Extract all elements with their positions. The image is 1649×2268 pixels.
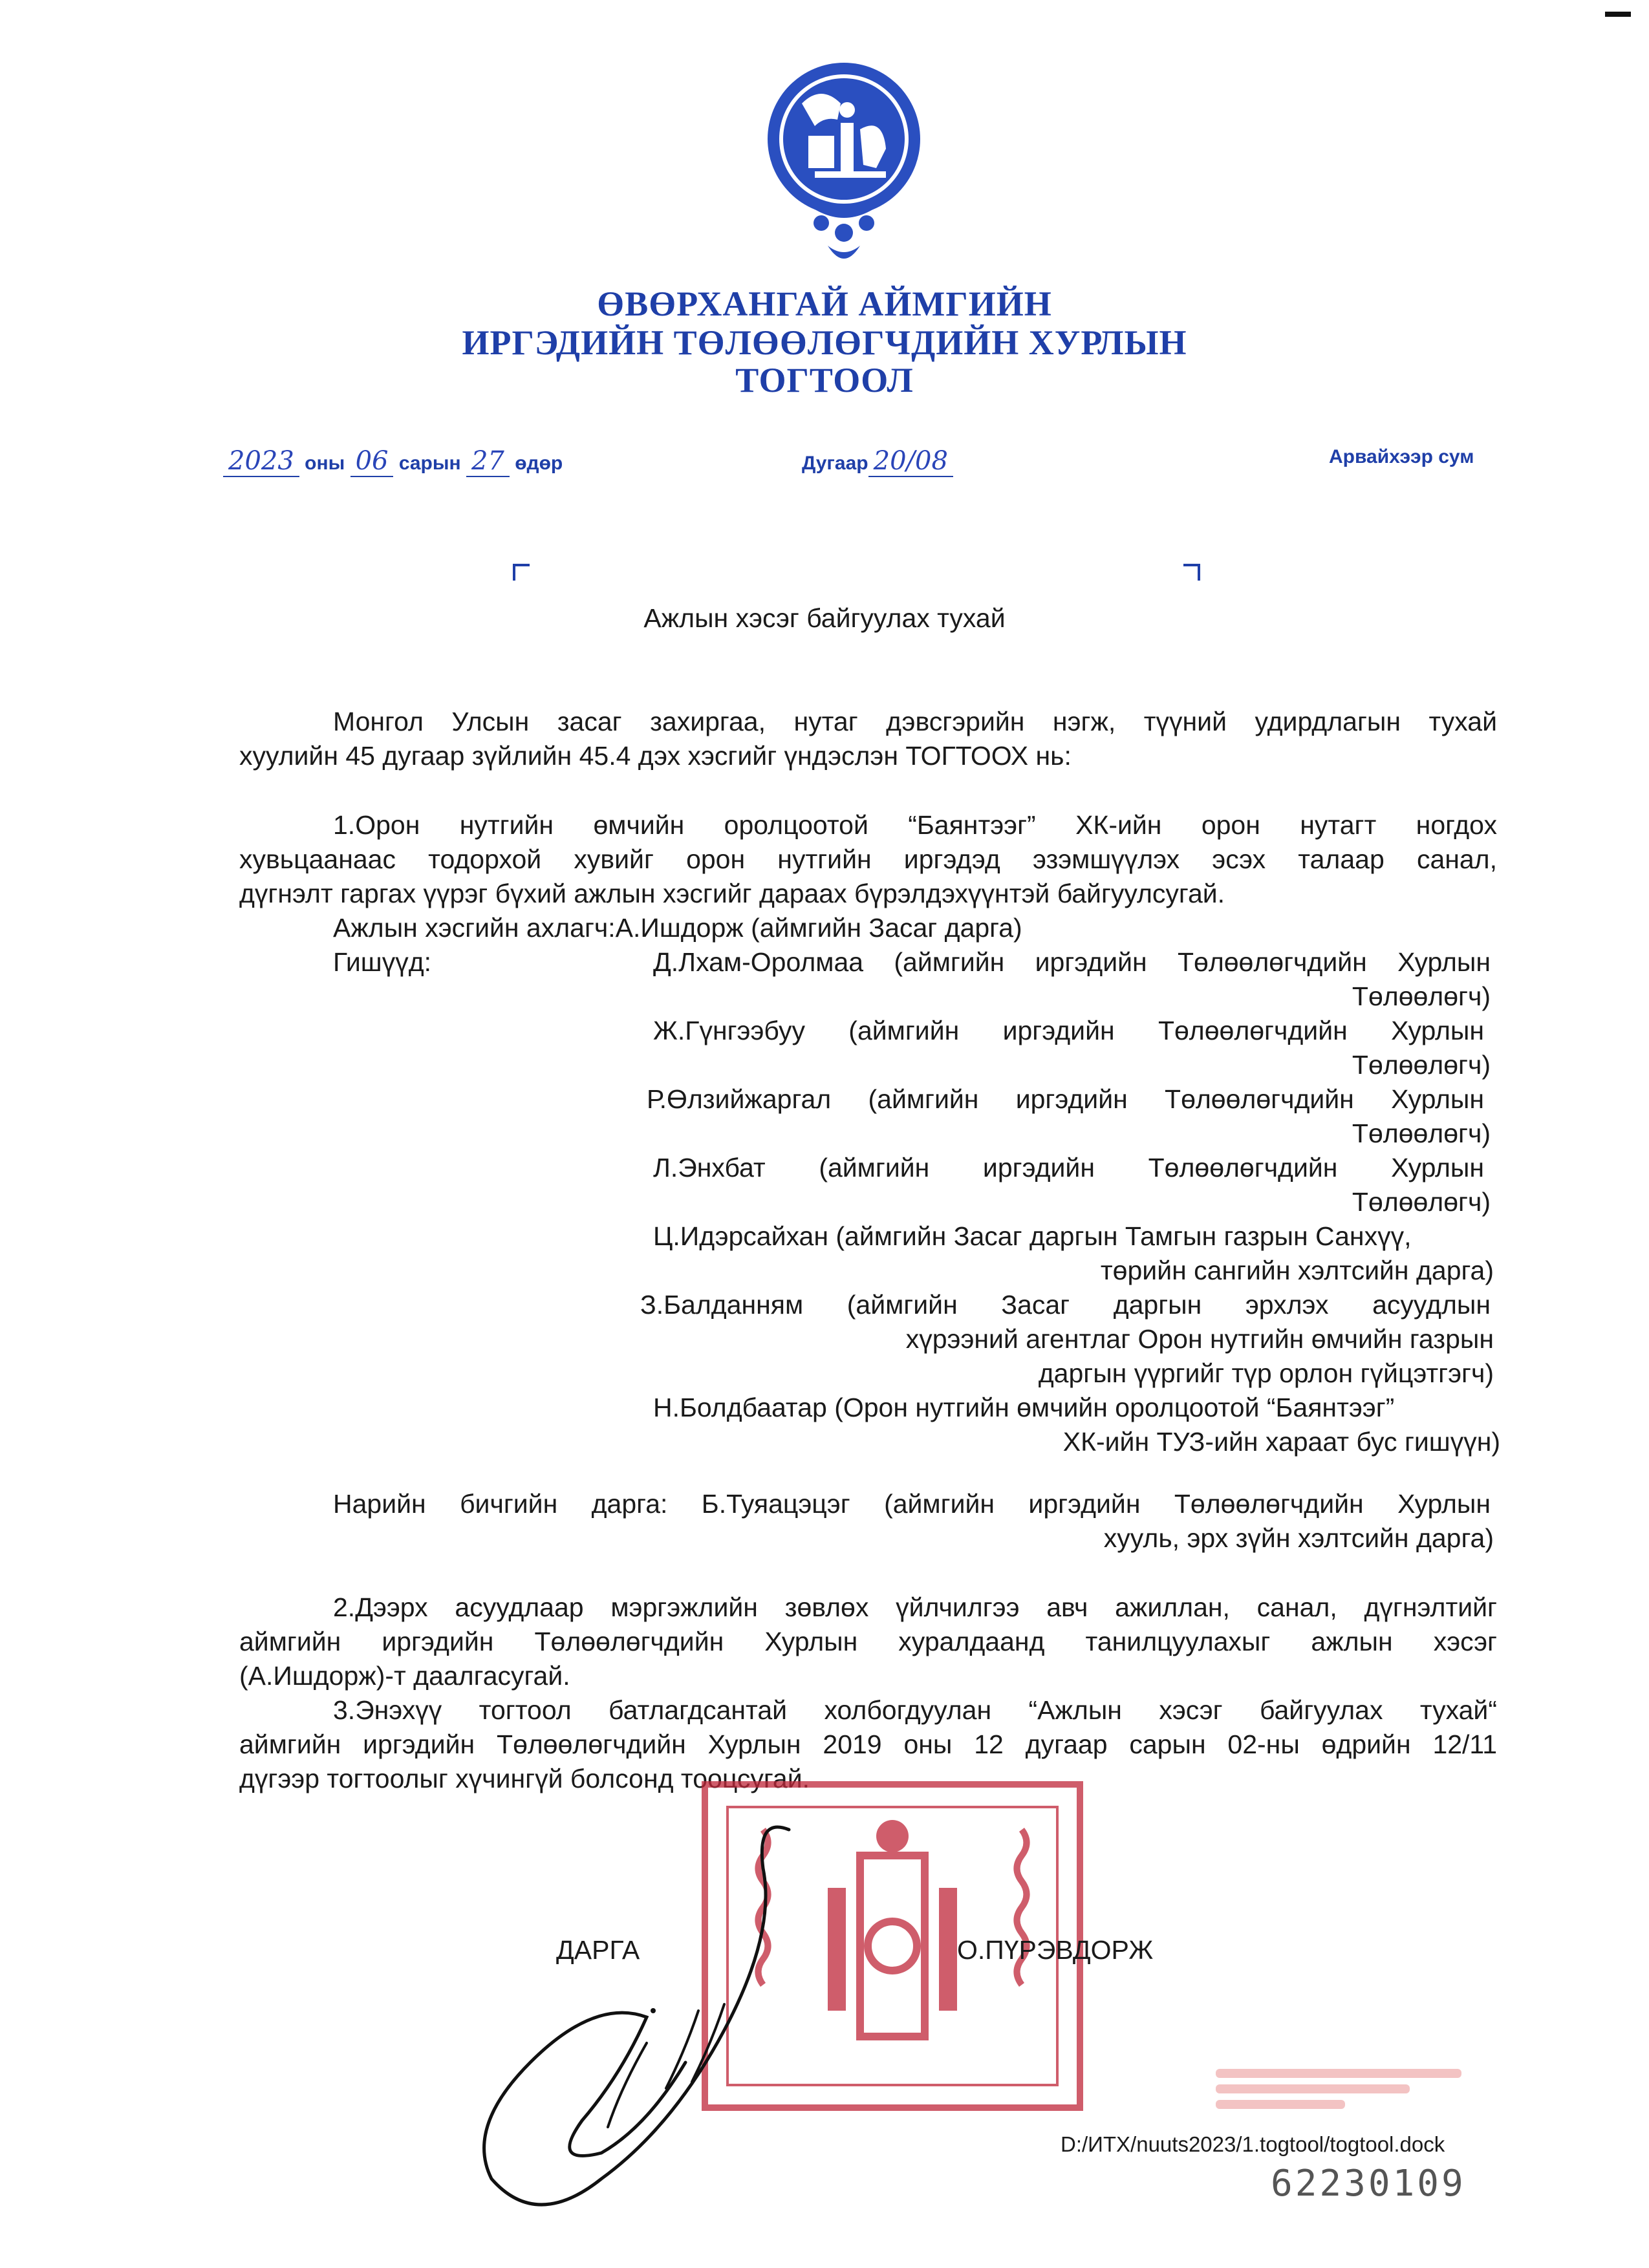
item1-line-1: 1.Орон нутгийн өмчийн оролцоотой “Баянтээг” ХК-ийн орон нутагт ногдох [333,810,1497,840]
date-month-suffix: сарын [398,453,461,474]
item3-line-2: аймгийн иргэдийн Төлөөлөгчдийн Хурлын 2019 оны 12 дугаар сарын 02-ны өдрийн 12/11 [239,1729,1497,1759]
document-number [802,446,953,477]
date-year: 2023 [223,446,299,477]
date-year-suffix: оны [305,453,345,474]
date-day: 27 [466,446,510,477]
header-line-3: ТОГТООЛ [735,361,914,400]
number-label: Дугаар [802,453,868,474]
member-1-line-2: Төлөөлөгч) [1352,981,1491,1011]
date-month: 06 [350,446,394,477]
member-3-line-1: Р.Өлзийжаргал (аймгийн иргэдийн Төлөөлөгчдийн Хурлын [647,1084,1484,1114]
secretary-line-1: Нарийн бичгийн дарга: Б.Туяацэцэг (аймгийн иргэдийн Төлөөлөгчдийн Хурлын [333,1489,1491,1519]
signature-title: ДАРГА [556,1935,640,1965]
preamble-line-1: Монгол Улсын засаг захиргаа, нутаг дэвсгэрийн нэгж, түүний удирдлагын тухай [333,707,1497,736]
date-field [223,446,563,477]
member-2-line-1: Ж.Гүнгээбуу (аймгийн иргэдийн Төлөөлөгчдийн Хурлын [653,1016,1484,1045]
member-4-line-1: Л.Энхбат (аймгийн иргэдийн Төлөөлөгчдийн Хурлын [653,1153,1484,1182]
item3-line-1: 3.Энэхүү тогтоол батлагдсантай холбогдуулан “Ажлын хэсэг байгуулах тухай“ [333,1695,1497,1725]
member-2-line-2: Төлөөлөгч) [1352,1050,1491,1080]
header-line-2: ИРГЭДИЙН ТӨЛӨӨЛӨГЧДИЙН ХУРЛЫН [462,323,1187,362]
title-bracket-right [1183,564,1200,581]
member-6-line-3: даргын үүргийг түр орлон гүйцэтгэгч) [1038,1358,1494,1388]
member-6-line-1: З.Балданням (аймгийн Засаг даргын эрхлэх асуудлын [640,1290,1491,1320]
state-emblem-icon [763,58,925,272]
scan-corner-mark [1605,12,1631,17]
member-6-line-2: хүрээний агентлаг Орон нутгийн өмчийн газрын [905,1324,1494,1354]
item2-line-1: 2.Дээрх асуудлаар мэргэжлийн зөвлөх үйлчилгээ авч ажиллан, санал, дүгнэлтийг [333,1592,1497,1622]
title-bracket-left [513,564,530,581]
serial-number: 62230109 [1271,2163,1466,2205]
item1-line-3: дүгнэлт гаргах үүрэг бүхий ажлын хэсгийг дараах бүрэлдэхүүнтэй байгуулсугай. [239,879,1225,908]
preamble-line-2: хуулийн 45 дугаар зүйлийн 45.4 дэх хэсгийг үндэслэн ТОГТООХ нь: [239,741,1072,771]
item1-line-2: хувьцаанаас тодорхой хувийг орон нутгийн иргэдэд эзэмшүүлэх эсэх талаар санал, [239,844,1497,874]
file-path: D:/ИТХ/nuuts2023/1.togtool/togtool.dock [1061,2132,1445,2156]
member-7-line-2: ХК-ийн ТУЗ-ийн хараат бус гишүүн) [1062,1427,1500,1457]
date-day-suffix: өдөр [515,453,563,474]
place-label: Арвайхээр сум [1329,446,1474,467]
signature-name: О.ПҮРЭВДОРЖ [957,1935,1154,1965]
handwritten-signature [453,1817,873,2231]
member-1-line-1: Д.Лхам-Оролмаа (аймгийн иргэдийн Төлөөлөгчдийн Хурлын [653,947,1491,977]
item2-line-2: аймгийн иргэдийн Төлөөлөгчдийн Хурлын хуралдаанд танилцуулахыг ажлын хэсэг [239,1627,1497,1656]
member-5-line-1: Ц.Идэрсайхан (аймгийн Засаг даргын Тамгын газрын Санхүү, [653,1221,1412,1251]
member-7-line-1: Н.Болдбаатар (Орон нутгийн өмчийн оролцоотой “Баянтээг” [653,1393,1395,1422]
header-line-1: ӨВӨРХАНГАЙ АЙМГИЙН [597,284,1052,323]
members-label: Гишүүд: [333,947,432,977]
item2-line-3: (А.Ишдорж)-т даалгасугай. [239,1661,570,1691]
item3-line-3: дүгээр тогтоолыг хүчингүй болсонд тооцсугай. [239,1764,810,1793]
secretary-line-2: хууль, эрх зүйн хэлтсийн дарга) [1103,1523,1494,1553]
number-value: 20/08 [868,446,953,477]
member-3-line-2: Төлөөлөгч) [1352,1118,1491,1148]
leader-line: Ажлын хэсгийн ахлагч:А.Ишдорж (аймгийн Засаг дарга) [333,913,1022,943]
member-4-line-2: Төлөөлөгч) [1352,1187,1491,1217]
document-title: Ажлын хэсэг байгуулах тухай [643,603,1006,633]
member-5-line-2: төрийн сангийн хэлтсийн дарга) [1100,1256,1494,1285]
